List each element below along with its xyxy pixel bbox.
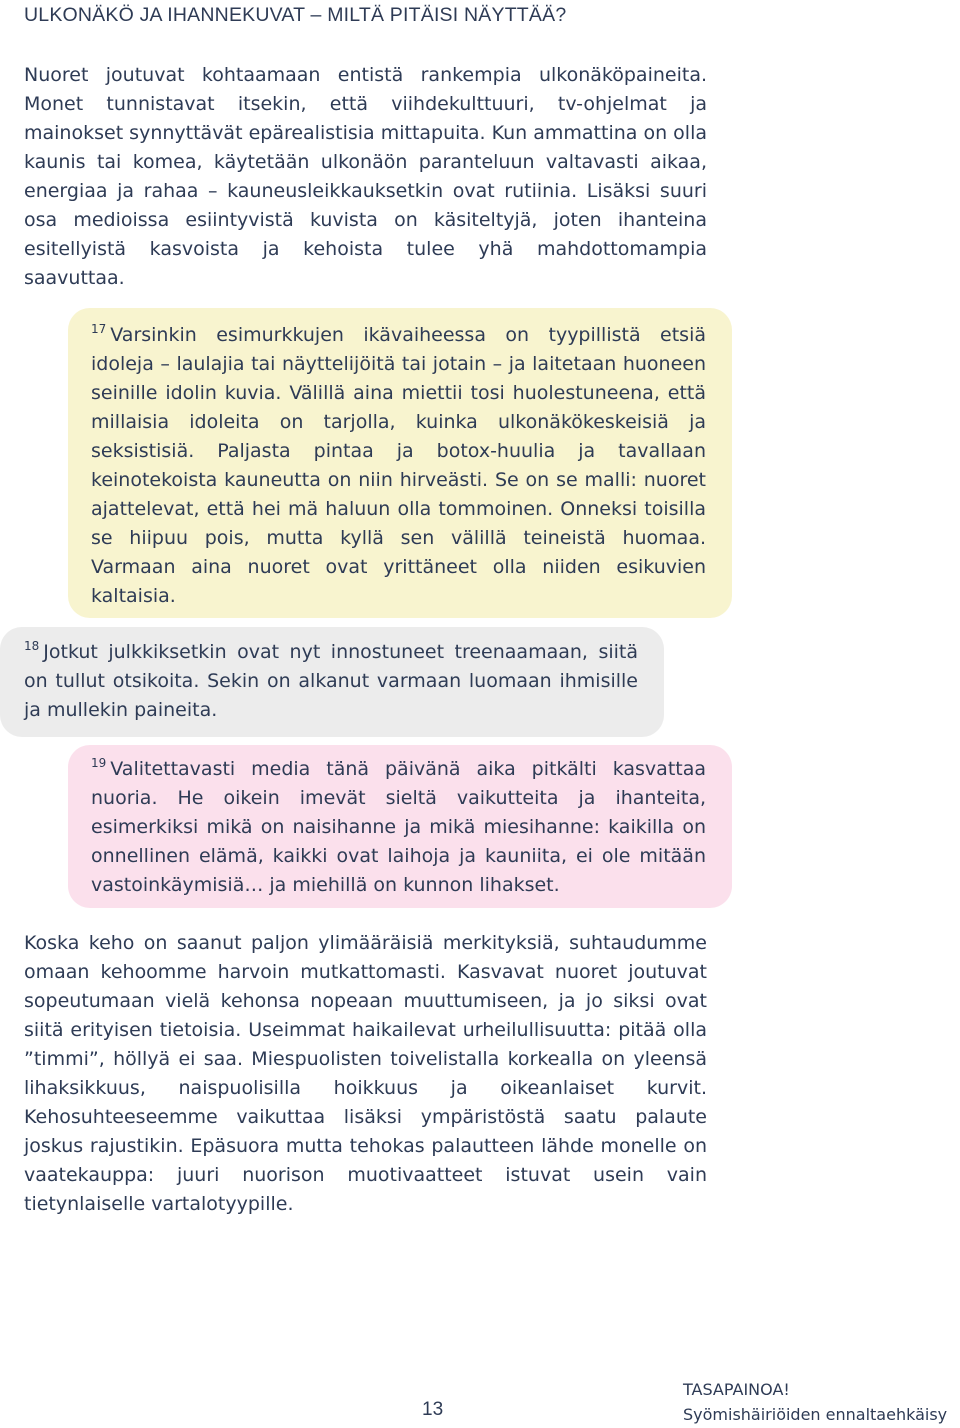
footer-brand: TASAPAINOA! <box>683 1380 790 1399</box>
quote-17-text: Varsinkin esimurkkujen ikävaiheessa on tyypillistä etsiä idoleja – laulajia tai näyttelijöitä tai jotain – ja laitetaan huoneen seinille idolin kuvia. Välillä aina miettii tosi huolestuneena, että millaisia idoleita on tarjolla, kuinka ulkonäkökeskeisiä ja seksistisiä. Paljasta pintaa ja botox-huulia ja tavallaan keinotekoista kauneutta on niin hirveästi. Se on se malli: nuoret ajattelevat, että hei mä haluun olla tommoinen. Onneksi toisilla se hiipuu pois, mutta kyllä sen välillä teineistä huomaa. Varmaan aina nuoret ovat yrittäneet olla niiden esikuvien kaltaisia. <box>91 324 706 607</box>
footer-branding <box>683 1377 947 1427</box>
quote-17-number: 17 <box>91 322 107 336</box>
quote-box-17 <box>68 308 732 618</box>
page-heading: ULKONÄKÖ JA IHANNEKUVAT – MILTÄ PITÄISI NÄYTTÄÄ? <box>24 4 567 26</box>
quote-box-19 <box>68 745 732 908</box>
quote-18-number: 18 <box>24 639 40 653</box>
closing-paragraph: Koska keho on saanut paljon ylimääräisiä merkityksiä, suhtaudumme omaan kehoomme harvoin mutkattomasti. Kasvavat nuoret joutuvat sopeutumaan vielä kehonsa nopeaan muuttumiseen, ja jo siksi ovat siitä erityisen tietoisia. Useimmat haikailevat urheilullisuutta: pitää olla ”timmi”, höllyä ei saa. Miespuolisten toivelistalla korkealla on yleensä lihaksikkuus, naispuolisilla hoikkuus ja oikeanlaiset kurvit. Kehosuhteeseemme vaikuttaa lisäksi ympäristöstä saatu palaute joskus rajustikin. Epäsuora mutta tehokas palautteen lähde monelle on vaatekauppa: juuri nuorison muotivaatteet istuvat usein vain tietynlaiselle vartalotyypille. <box>24 932 707 1215</box>
footer-subtitle: Syömishäiriöiden ennaltaehkäisy <box>683 1405 948 1424</box>
intro-paragraph: Nuoret joutuvat kohtaamaan entistä rankempia ulkonäköpaineita. Monet tunnistavat itsekin, että viihdekulttuuri, tv-ohjelmat ja mainokset synnyttävät epärealistisia mittapuita. Kun ammattina on olla kaunis tai komea, käytetään ulkonäön paranteluun valtavasti aikaa, energiaa ja rahaa – kauneusleikkauksetkin ovat rutiinia. Lisäksi suuri osa medioissa esiintyvistä kuvista on käsiteltyjä, joten ihanteina esitellyistä kasvoista ja kehoista tulee yhä mahdottomampia saavuttaa. <box>24 64 707 289</box>
quote-19-paragraph <box>91 755 706 900</box>
quote-box-18 <box>0 627 664 737</box>
quote-18-text: Jotkut julkkiksetkin ovat nyt innostuneet treenaamaan, siitä on tullut otsikoita. Sekin on alkanut varmaan luomaan ihmisille ja mullekin paineita. <box>24 641 638 721</box>
quote-19-text: Valitettavasti media tänä päivänä aika pitkälti kasvattaa nuoria. He oikein imevät sieltä vaikutteita ja ihanteita, esimerkiksi mikä on naisihanne ja mikä miesihanne: kaikilla on onnellinen elämä, kaikki ovat laihoja ja kauniita, ei ole mitään vastoinkäymisiä… ja miehillä on kunnon lihakset. <box>91 758 706 896</box>
page-number: 13 <box>422 1399 444 1420</box>
quote-17-paragraph <box>91 321 706 611</box>
quote-19-number: 19 <box>91 756 107 770</box>
quote-18-paragraph <box>24 638 638 725</box>
